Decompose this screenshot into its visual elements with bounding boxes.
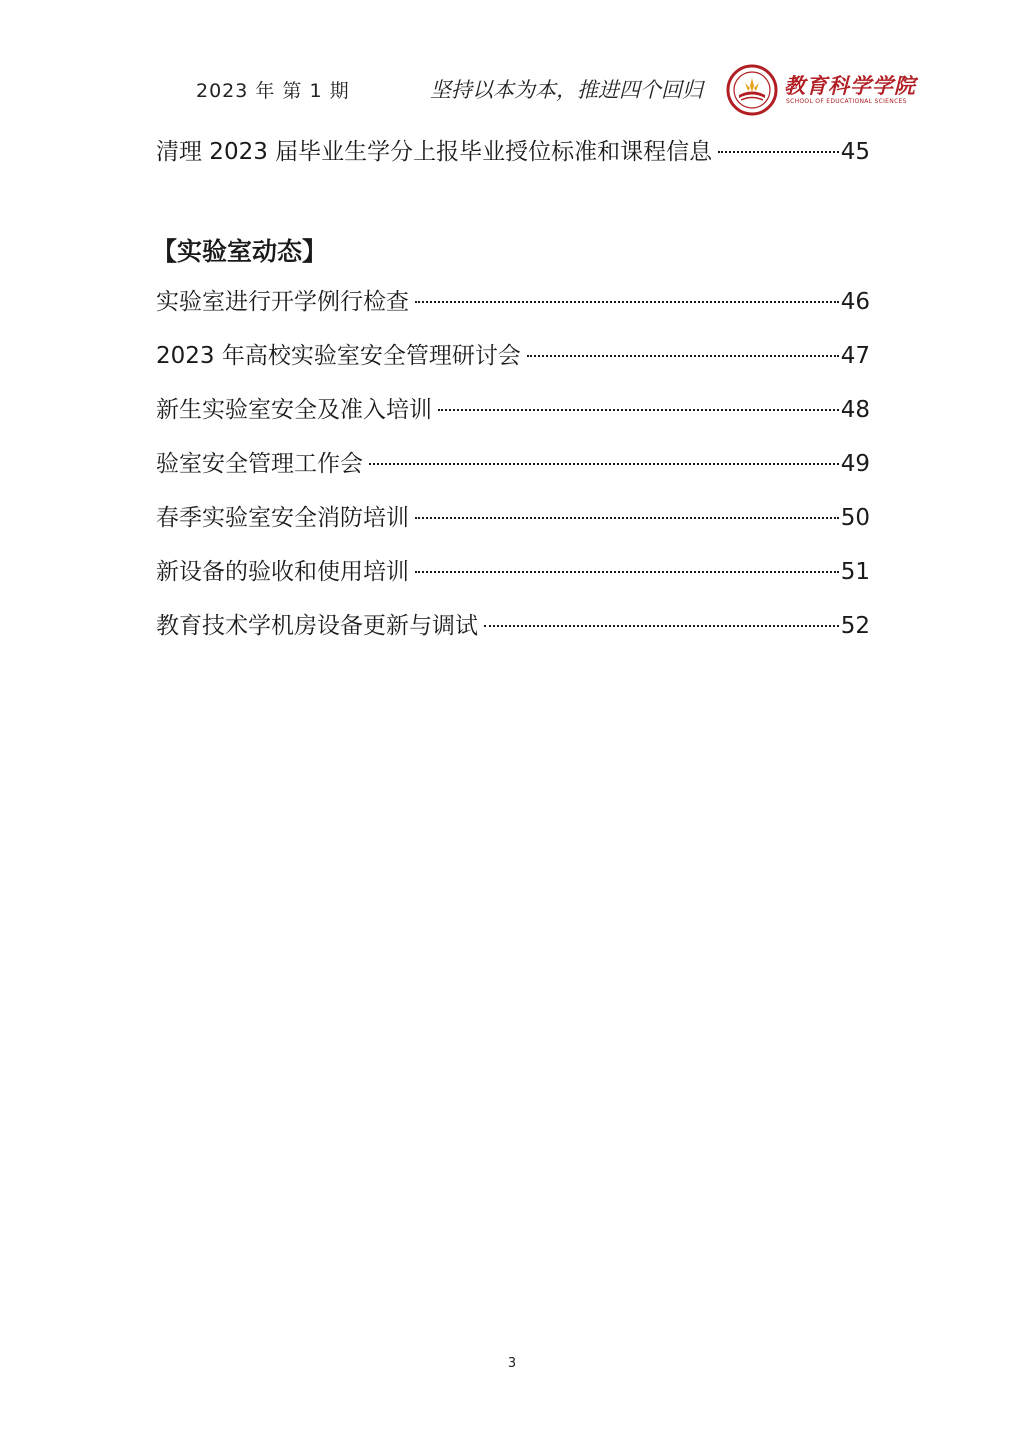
dot-leader bbox=[718, 151, 839, 153]
dot-leader bbox=[415, 571, 839, 573]
school-logo bbox=[726, 64, 916, 116]
toc-entry-title: 2023 年高校实验室安全管理研讨会 bbox=[156, 343, 521, 369]
dot-leader bbox=[527, 355, 839, 357]
toc-entry-title: 清理 2023 届毕业生学分上报毕业授位标准和课程信息 bbox=[156, 139, 713, 165]
toc-entry[interactable] bbox=[156, 336, 870, 390]
dot-leader bbox=[484, 625, 839, 627]
toc-entry-title: 实验室进行开学例行检查 bbox=[156, 289, 409, 315]
dot-leader bbox=[438, 409, 839, 411]
toc-entry[interactable] bbox=[156, 132, 870, 186]
motto-text: 坚持以本为本，推进四个回归 bbox=[430, 78, 703, 102]
toc-entry-page: 47 bbox=[840, 343, 870, 369]
dot-leader bbox=[415, 517, 839, 519]
toc-entry-title: 验室安全管理工作会 bbox=[156, 451, 363, 477]
dot-leader bbox=[415, 301, 839, 303]
school-emblem-icon bbox=[726, 64, 778, 116]
toc-entry[interactable] bbox=[156, 444, 870, 498]
dot-leader bbox=[369, 463, 839, 465]
toc-entry-title: 新设备的验收和使用培训 bbox=[156, 559, 409, 585]
toc-entry-title: 春季实验室安全消防培训 bbox=[156, 505, 409, 531]
toc-entry-page: 46 bbox=[840, 289, 870, 315]
toc-entry[interactable] bbox=[156, 390, 870, 444]
page-header bbox=[0, 0, 1024, 130]
toc-entry-page: 48 bbox=[840, 397, 870, 423]
toc-entry-title: 教育技术学机房设备更新与调试 bbox=[156, 613, 478, 639]
toc-entry-title: 新生实验室安全及准入培训 bbox=[156, 397, 432, 423]
toc-entry-page: 49 bbox=[840, 451, 870, 477]
toc-entry[interactable] bbox=[156, 282, 870, 336]
toc-entry-page: 45 bbox=[840, 139, 870, 165]
section-heading: 【实验室动态】 bbox=[152, 237, 328, 266]
toc-entry-page: 51 bbox=[840, 559, 870, 585]
toc-entry-page: 52 bbox=[840, 613, 870, 639]
table-of-contents bbox=[152, 132, 870, 660]
toc-entry[interactable] bbox=[156, 498, 870, 552]
logo-name: 教育科学学院 bbox=[784, 73, 916, 98]
toc-entry[interactable] bbox=[156, 606, 870, 660]
page-number: 3 bbox=[507, 1356, 517, 1371]
toc-entry[interactable] bbox=[156, 552, 870, 606]
toc-entry-page: 50 bbox=[840, 505, 870, 531]
issue-label: 2023 年 第 1 期 bbox=[196, 80, 350, 102]
logo-subtitle: SCHOOL OF EDUCATIONAL SCIENCES bbox=[786, 98, 907, 105]
